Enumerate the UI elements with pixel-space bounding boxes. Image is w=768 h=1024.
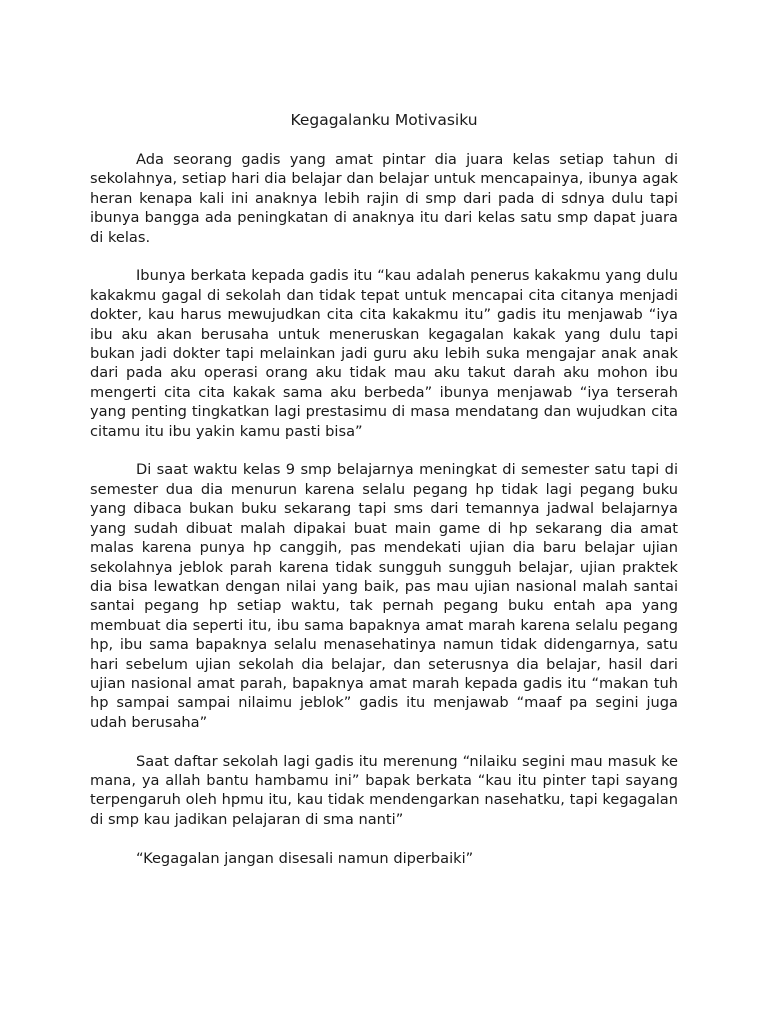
document-title: Kegagalanku Motivasiku	[290, 111, 478, 129]
paragraph-1: Ada seorang gadis yang amat pintar dia juara kelas setiap tahun di sekolahnya, setiap hari dia belajar dan belajar untuk mencapainya, ibunya agak heran kenapa kali ini anaknya lebih rajin di smp dari pada di sdnya dulu tapi ibunya bangga ada peningkatan di anaknya itu dari kelas satu smp dapat juara di kelas.	[90, 151, 678, 246]
paragraph-2: Ibunya berkata kepada gadis itu “kau adalah penerus kakakmu yang dulu kakakmu gagal di sekolah dan tidak tepat untuk mencapai cita citanya menjadi dokter, kau harus mewujudkan cita cita kakakmu itu” gadis itu menjawab “iya ibu aku akan berusaha untuk meneruskan kegagalan kakak yang dulu tapi bukan jadi dokter tapi melainkan jadi guru aku lebih suka mengajar anak anak dari pada aku operasi orang aku tidak mau aku takut darah aku mohon ibu mengerti cita cita kakak sama aku berbeda” ibunya menjawab “iya terserah yang penting tingkatkan lagi prestasimu di masa mendatang dan wujudkan cita citamu itu ibu yakin kamu pasti bisa”	[90, 267, 678, 440]
paragraph-4: Saat daftar sekolah lagi gadis itu merenung “nilaiku segini mau masuk ke mana, ya allah bantu hambamu ini” bapak berkata “kau itu pinter tapi sayang terpengaruh oleh hpmu itu, kau tidak mendengarkan nasehatku, tapi kegagalan di smp kau jadikan pelajaran di sma nanti”	[90, 752, 678, 828]
closing-quote: “Kegagalan jangan disesali namun diperbaiki”	[136, 849, 474, 867]
document-body	[90, 150, 678, 887]
paragraph-3: Di saat waktu kelas 9 smp belajarnya meningkat di semester satu tapi di semester dua dia menurun karena selalu pegang hp tidak lagi pegang buku yang dibaca bukan buku sekarang tapi sms dari temannya jadwal belajarnya yang sudah dibuat malah dipakai buat main game di hp sekarang dia amat malas karena punya hp canggih, pas mendekati ujian dia baru belajar ujian sekolahnya jeblok parah karena tidak sungguh sungguh belajar, ujian praktek dia bisa lewatkan dengan nilai yang baik, pas mau ujian nasional malah santai santai pegang hp setiap waktu, tak pernah pegang buku entah apa yang membuat dia seperti itu, ibu sama bapaknya amat marah karena selalu pegang hp, ibu sama bapaknya selalu menasehatinya namun tidak didengarnya, satu hari sebelum ujian sekolah dia belajar, dan seterusnya dia belajar, hasil dari ujian nasional amat parah, bapaknya amat marah kepada gadis itu “makan tuh hp sampai sampai nilaimu jeblok” gadis itu menjawab “maaf pa segini juga udah berusaha”	[90, 461, 678, 731]
